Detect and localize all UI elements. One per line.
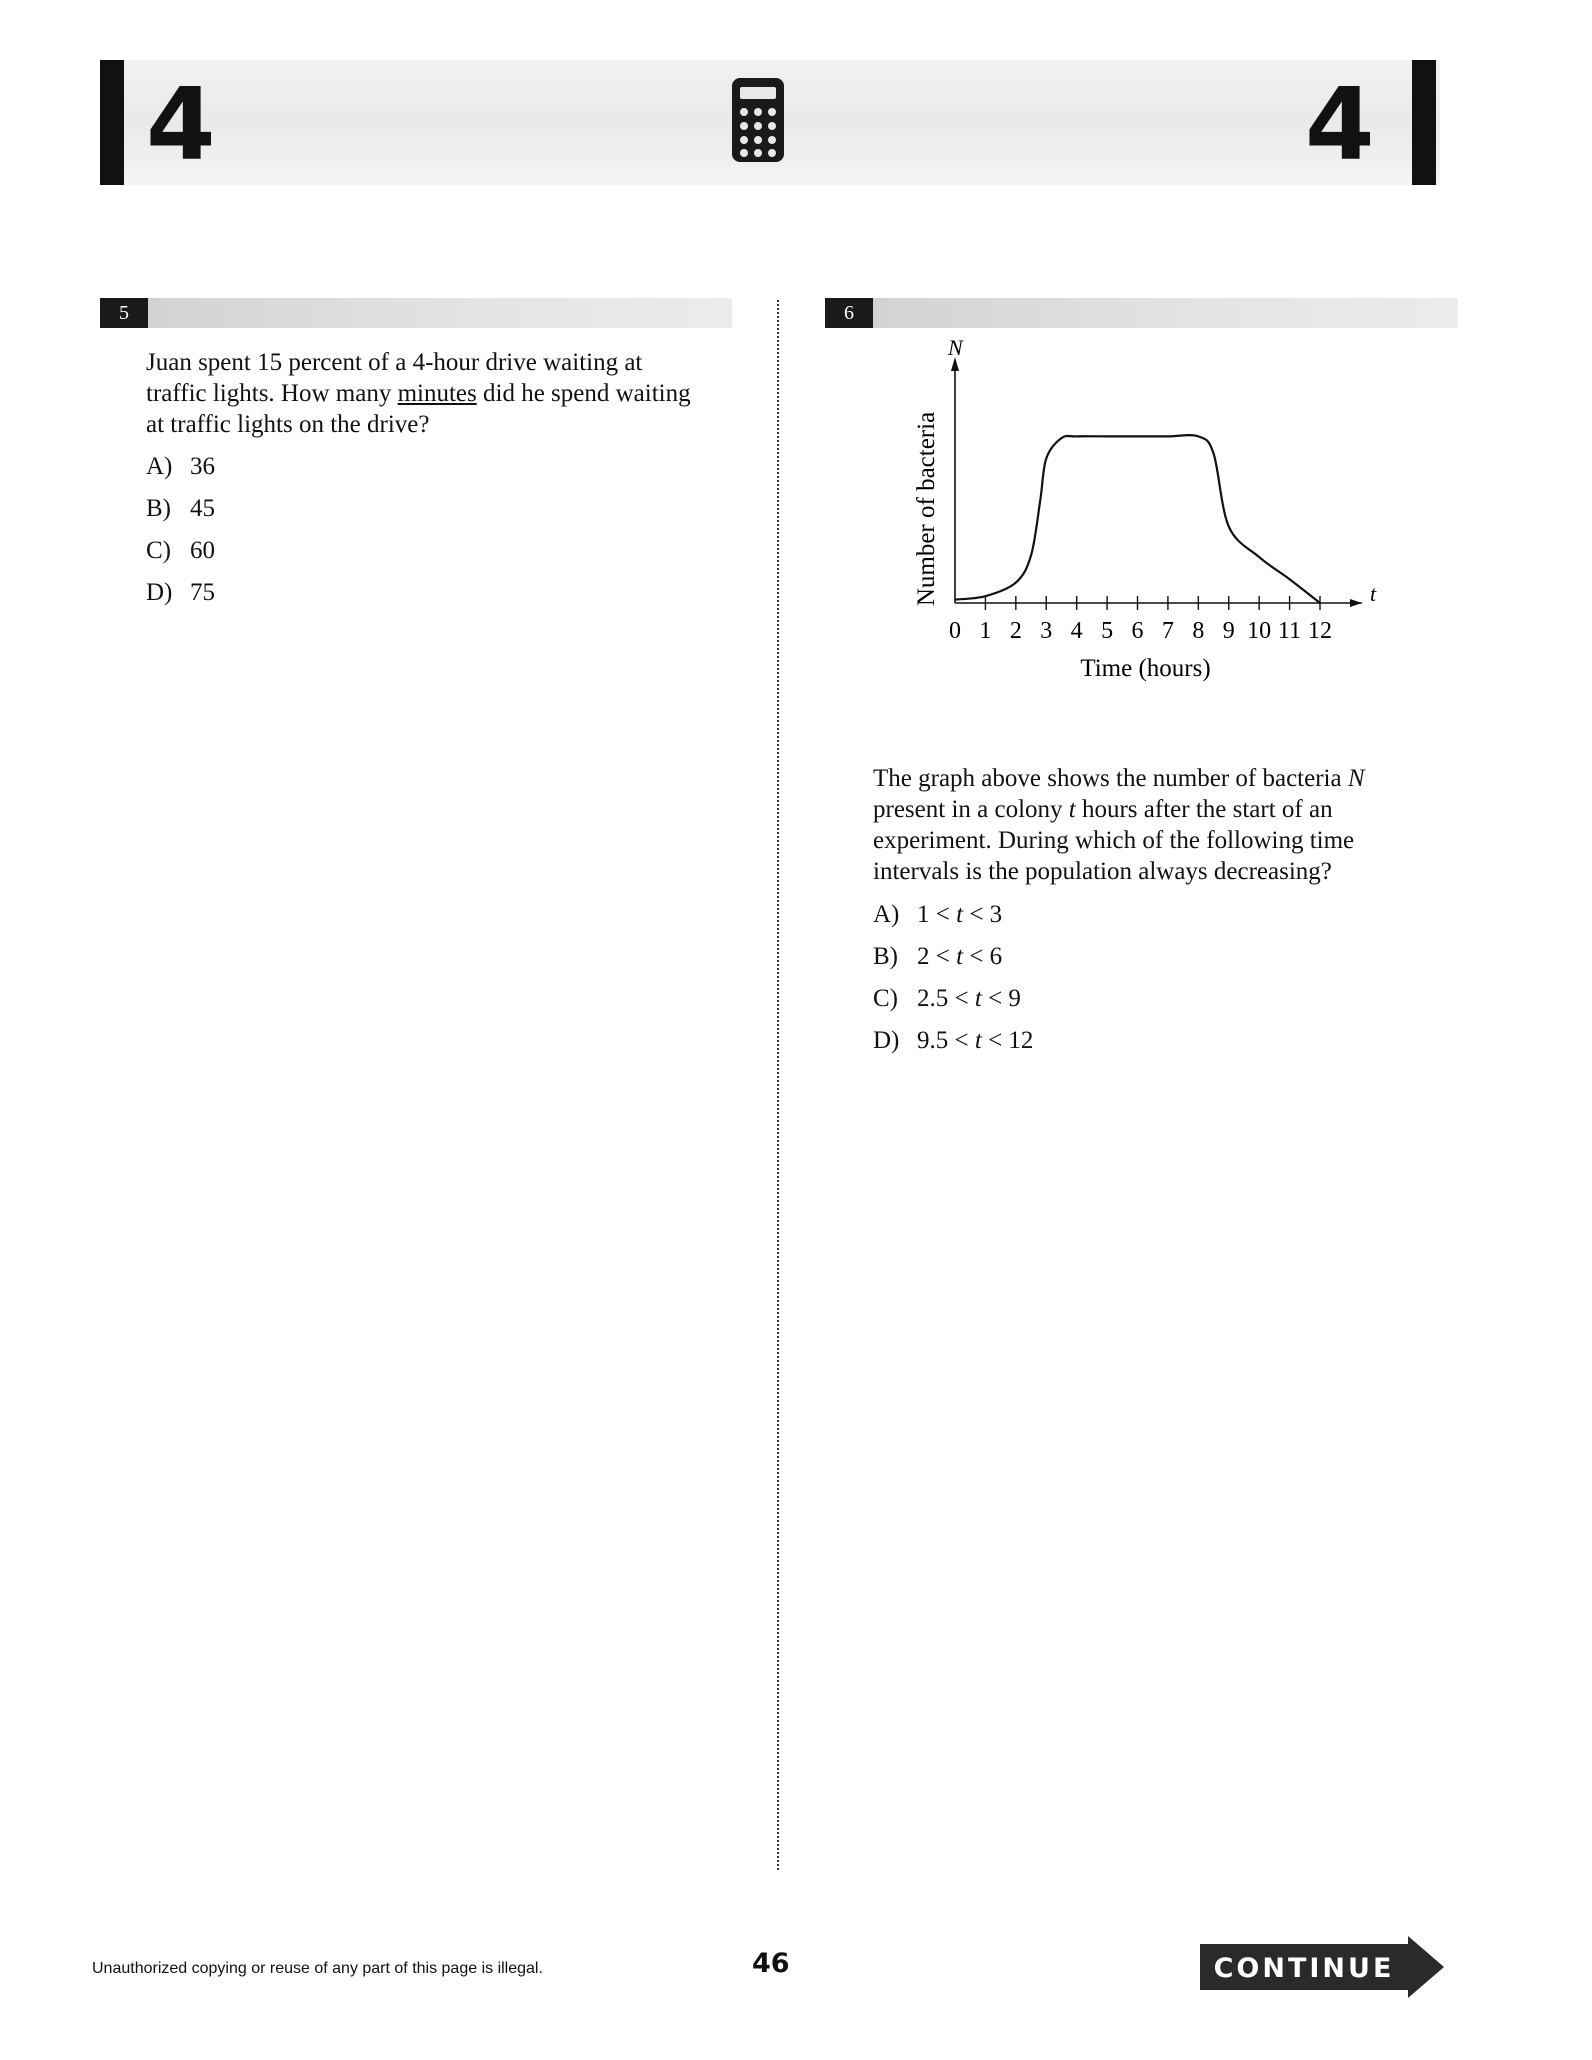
- x-axis-arrow: [1350, 599, 1362, 607]
- x-tick-label: 6: [1131, 618, 1144, 644]
- page-number: 46: [752, 1948, 790, 1979]
- section-number-right: 4: [1305, 66, 1375, 183]
- section-bar-left: [100, 60, 124, 185]
- y-axis-variable: N: [948, 335, 963, 360]
- x-tick-label: 9: [1222, 618, 1235, 644]
- continue-button[interactable]: [1200, 1936, 1450, 1998]
- question-5-number: 5: [100, 298, 148, 328]
- choice-d[interactable]: D) 9.5 < t < 12: [873, 1027, 1034, 1054]
- calculator-icon: [730, 76, 786, 164]
- question-6-number: 6: [825, 298, 873, 328]
- x-axis-title: Time (hours): [1080, 655, 1211, 682]
- choice-a[interactable]: A) 36: [146, 453, 215, 480]
- question-5-header: [100, 298, 732, 328]
- choice-a[interactable]: A) 1 < t < 3: [873, 901, 1003, 928]
- question-6-header: [825, 298, 1458, 328]
- choice-b[interactable]: B) 45: [146, 495, 215, 522]
- y-axis-title: Number of bacteria: [913, 411, 940, 607]
- x-tick-label: 3: [1040, 618, 1053, 644]
- section-bar-right: [1412, 60, 1436, 185]
- continue-label: CONTINUE: [1213, 1953, 1395, 1984]
- question-6-choices: [873, 894, 1033, 1062]
- x-tick-label: 5: [1101, 618, 1114, 644]
- x-tick-label: 12: [1308, 618, 1332, 644]
- x-tick-label: 0: [949, 618, 961, 644]
- x-tick-label: 8: [1192, 618, 1205, 644]
- bacteria-graph: [910, 335, 1377, 705]
- x-tick-label: 7: [1161, 618, 1174, 644]
- x-tick-label: 1: [979, 618, 992, 644]
- x-tick-label: 2: [1009, 618, 1022, 644]
- choice-c[interactable]: C) 2.5 < t < 9: [873, 985, 1021, 1012]
- column-divider: [777, 300, 779, 1870]
- bacteria-curve: [955, 435, 1320, 603]
- x-tick-label: 10: [1247, 618, 1272, 644]
- x-axis-variable: t: [1370, 581, 1377, 606]
- section-number-left: 4: [146, 66, 216, 183]
- question-5-choices: [146, 446, 215, 614]
- copyright-notice: Unauthorized copying or reuse of any part of this page is illegal.: [92, 1960, 543, 1977]
- choice-d[interactable]: D) 75: [146, 579, 215, 606]
- choice-b[interactable]: B) 2 < t < 6: [873, 943, 1003, 970]
- question-5-text: Juan spent 15 percent of a 4-hour drive waiting at traffic lights. How many minutes did he spend waiting at traffic lights on the drive?: [146, 349, 691, 438]
- question-6-text: The graph above shows the number of bacteria N present in a colony t hours after the start of an experiment. During which of the following time intervals is the population always decreasing?: [873, 765, 1365, 885]
- x-tick-label: 4: [1070, 618, 1083, 644]
- choice-c[interactable]: C) 60: [146, 537, 215, 564]
- x-tick-label: 11: [1278, 618, 1302, 644]
